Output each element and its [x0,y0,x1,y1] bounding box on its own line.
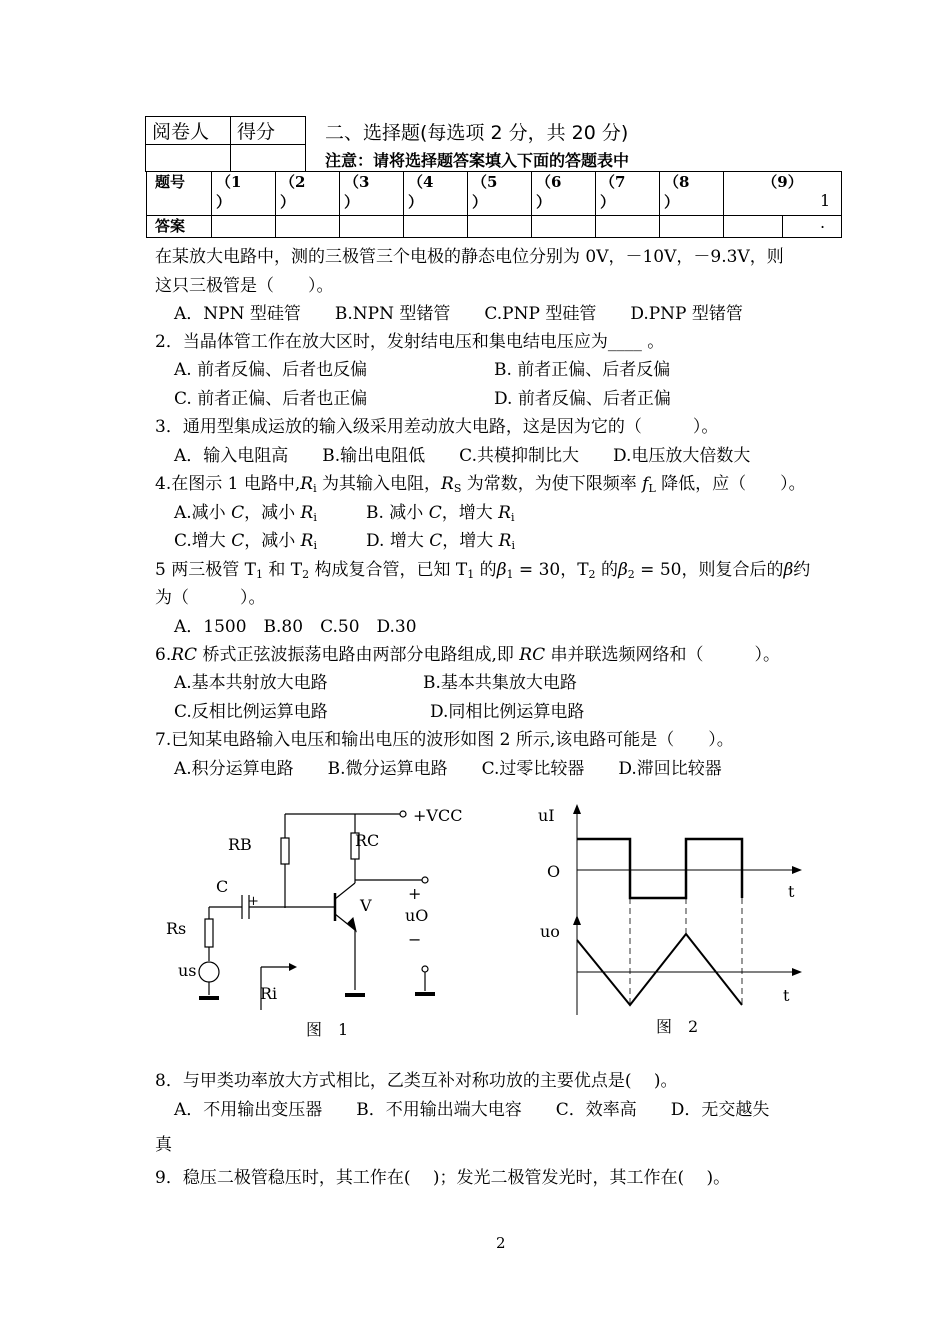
q4-option-c: C.增大 C，减小 $R_i$ [174,531,317,552]
q1-options: A．NPN 型硅管 B.NPN 型锗管 C.PNP 型硅管 D.PNP 型锗管 [174,304,743,324]
q1-stem-line1: 在某放大电路中，测的三极管三个电极的静态电位分别为 0V，－10V，－9.3V，则 [155,247,784,267]
section-notice: 注意：请将选择题答案填入下面的答题表中 [325,151,630,170]
q6-stem: 6.RC 桥式正弦波振荡电路由两部分电路组成,即 RC 串并联选频网络和（ ）。 [155,645,780,665]
output-terminal-top [422,877,428,883]
origin-label: O [547,862,561,881]
answer-row-label: 答案 [147,216,212,238]
answer-cell[interactable] [276,216,340,238]
answer-cell[interactable] [468,216,532,238]
q2-option-b: B. 前者正偏、后者反偏 [494,360,671,380]
q9-stem: 9．稳压二极管稳压时，其工作在( )；发光二极管发光时，其工作在( )。 [155,1168,731,1188]
figure-2-waveforms [530,800,820,1045]
q6-option-c: C.反相比例运算电路 [174,702,328,722]
answer-table [146,171,842,238]
figure-1-caption: 图 1 [306,1020,349,1039]
q2-stem: 2．当晶体管工作在放大区时，发射结电压和集电结电压应为____ 。 [155,332,665,352]
q2-option-d: D. 前者反偏、后者正偏 [494,389,671,409]
grader-table [145,116,306,172]
q8-options: A．不用输出变压器 B．不用输出端大电容 C．效率高 D．无交越失 [174,1100,770,1120]
q3-stem: 3．通用型集成运放的输入级采用差动放大电路，这是因为它的（ ）。 [155,417,719,437]
answer-number-1: （1 ） [212,172,276,216]
out-minus-label: − [408,930,422,949]
rs-resistor [205,919,213,947]
answer-cell[interactable] [340,216,404,238]
q5-stem: 5 两三极管 $T_1$ 和 $T_2$ 构成复合管，已知 $T_1$ 的$\beta_1 = 30$，$T_2$ 的$\beta_2 = 50$，则复合后的β约 [155,560,811,581]
answer-number-2: （2 ） [276,172,340,216]
answer-cell[interactable] [596,216,660,238]
q8-stem: 8．与甲类功率放大方式相比，乙类互补对称功放的主要优点是( )。 [155,1071,678,1091]
answer-number-7: （7 ） [596,172,660,216]
q4-option-a: A.减小 C，减小 $R_i$ [174,503,317,524]
q4-option-d: D. 增大 C，增大 $R_i$ [366,531,516,552]
q4-option-b: B. 减小 C，增大 $R_i$ [366,503,515,524]
us-label: us [178,961,197,980]
q7-stem: 7.已知某电路输入电压和输出电压的波形如图 2 所示,该电路可能是（ ）。 [155,730,734,750]
rs-label: Rs [166,919,187,938]
ui-square-wave [577,839,742,898]
rb-resistor [281,838,289,864]
figure-2-caption: 图 2 [656,1017,699,1036]
q5-options: A．1500 B.80 C.50 D.30 [174,617,417,637]
answer-cell[interactable] [660,216,724,238]
q6-option-d: D.同相比例运算电路 [430,702,585,722]
answer-number-6: （6 ） [532,172,596,216]
answer-cell[interactable] [212,216,276,238]
t-label-bottom: t [783,986,790,1005]
section-title: 二、选择题(每选项 2 分，共 20 分) [325,122,629,144]
source-us [199,962,219,982]
answer-cell[interactable] [404,216,468,238]
uo-triangle-wave [577,934,742,1005]
out-plus-label: + [408,884,422,903]
output-terminal-bottom [422,966,428,972]
uo-label: uO [405,906,429,925]
q6-option-a: A.基本共射放大电路 [174,673,328,693]
score-label: 得分 [231,117,306,145]
grader-label: 阅卷人 [146,117,231,145]
ri-label: Ri [260,984,278,1003]
rb-label: RB [228,835,252,854]
v-label: V [360,896,372,915]
q4-stem: 4.在图示 1 电路中$,R_i$ 为其输入电阻，$R_S$ 为常数，为使下限频率 $f_L$ 降低，应（ ）。 [155,474,806,495]
grader-cell[interactable] [146,145,231,172]
answer-cell[interactable] [724,216,783,238]
answer-number-5: （5 ） [468,172,532,216]
question-number-label: 题号 [147,172,212,216]
ground-emitter [345,993,365,997]
q1-stem-line2: 这只三极管是（ ）。 [155,276,334,296]
vcc-terminal [400,811,406,817]
answer-number-8: （8 ） [660,172,724,216]
q3-options: A．输入电阻高 B.输出电阻低 C.共模抑制比大 D.电压放大倍数大 [174,446,751,466]
answer-number-4: （4 ） [404,172,468,216]
vcc-label: +VCC [413,806,463,825]
score-cell[interactable] [231,145,306,172]
q2-option-a: A. 前者反偏、后者也反偏 [174,360,368,380]
rc-label: RC [355,831,380,850]
q2-option-c: C. 前者正偏、后者也正偏 [174,389,368,409]
cap-plus-label: + [248,894,259,909]
q7-options: A.积分运算电路 B.微分运算电路 C.过零比较器 D.滞回比较器 [174,759,722,779]
question-1-number: 1 . [820,191,831,232]
q5-stem-line2: 为（ ）。 [155,588,266,608]
page-number: 2 [496,1234,506,1252]
answer-number-9: （9） [724,172,842,216]
figure-1-circuit [150,795,480,1045]
answer-number-3: （3 ） [340,172,404,216]
uo-label: uo [540,922,560,941]
ui-label: uI [538,806,555,825]
c-label: C [216,877,229,896]
answer-cell[interactable] [532,216,596,238]
q6-option-b: B.基本共集放大电路 [423,673,577,693]
answer-cell[interactable] [783,216,842,238]
ground-output [415,992,435,996]
q8-options-cont: 真 [155,1135,172,1155]
t-label-top: t [788,882,795,901]
ground-source [199,996,219,1000]
